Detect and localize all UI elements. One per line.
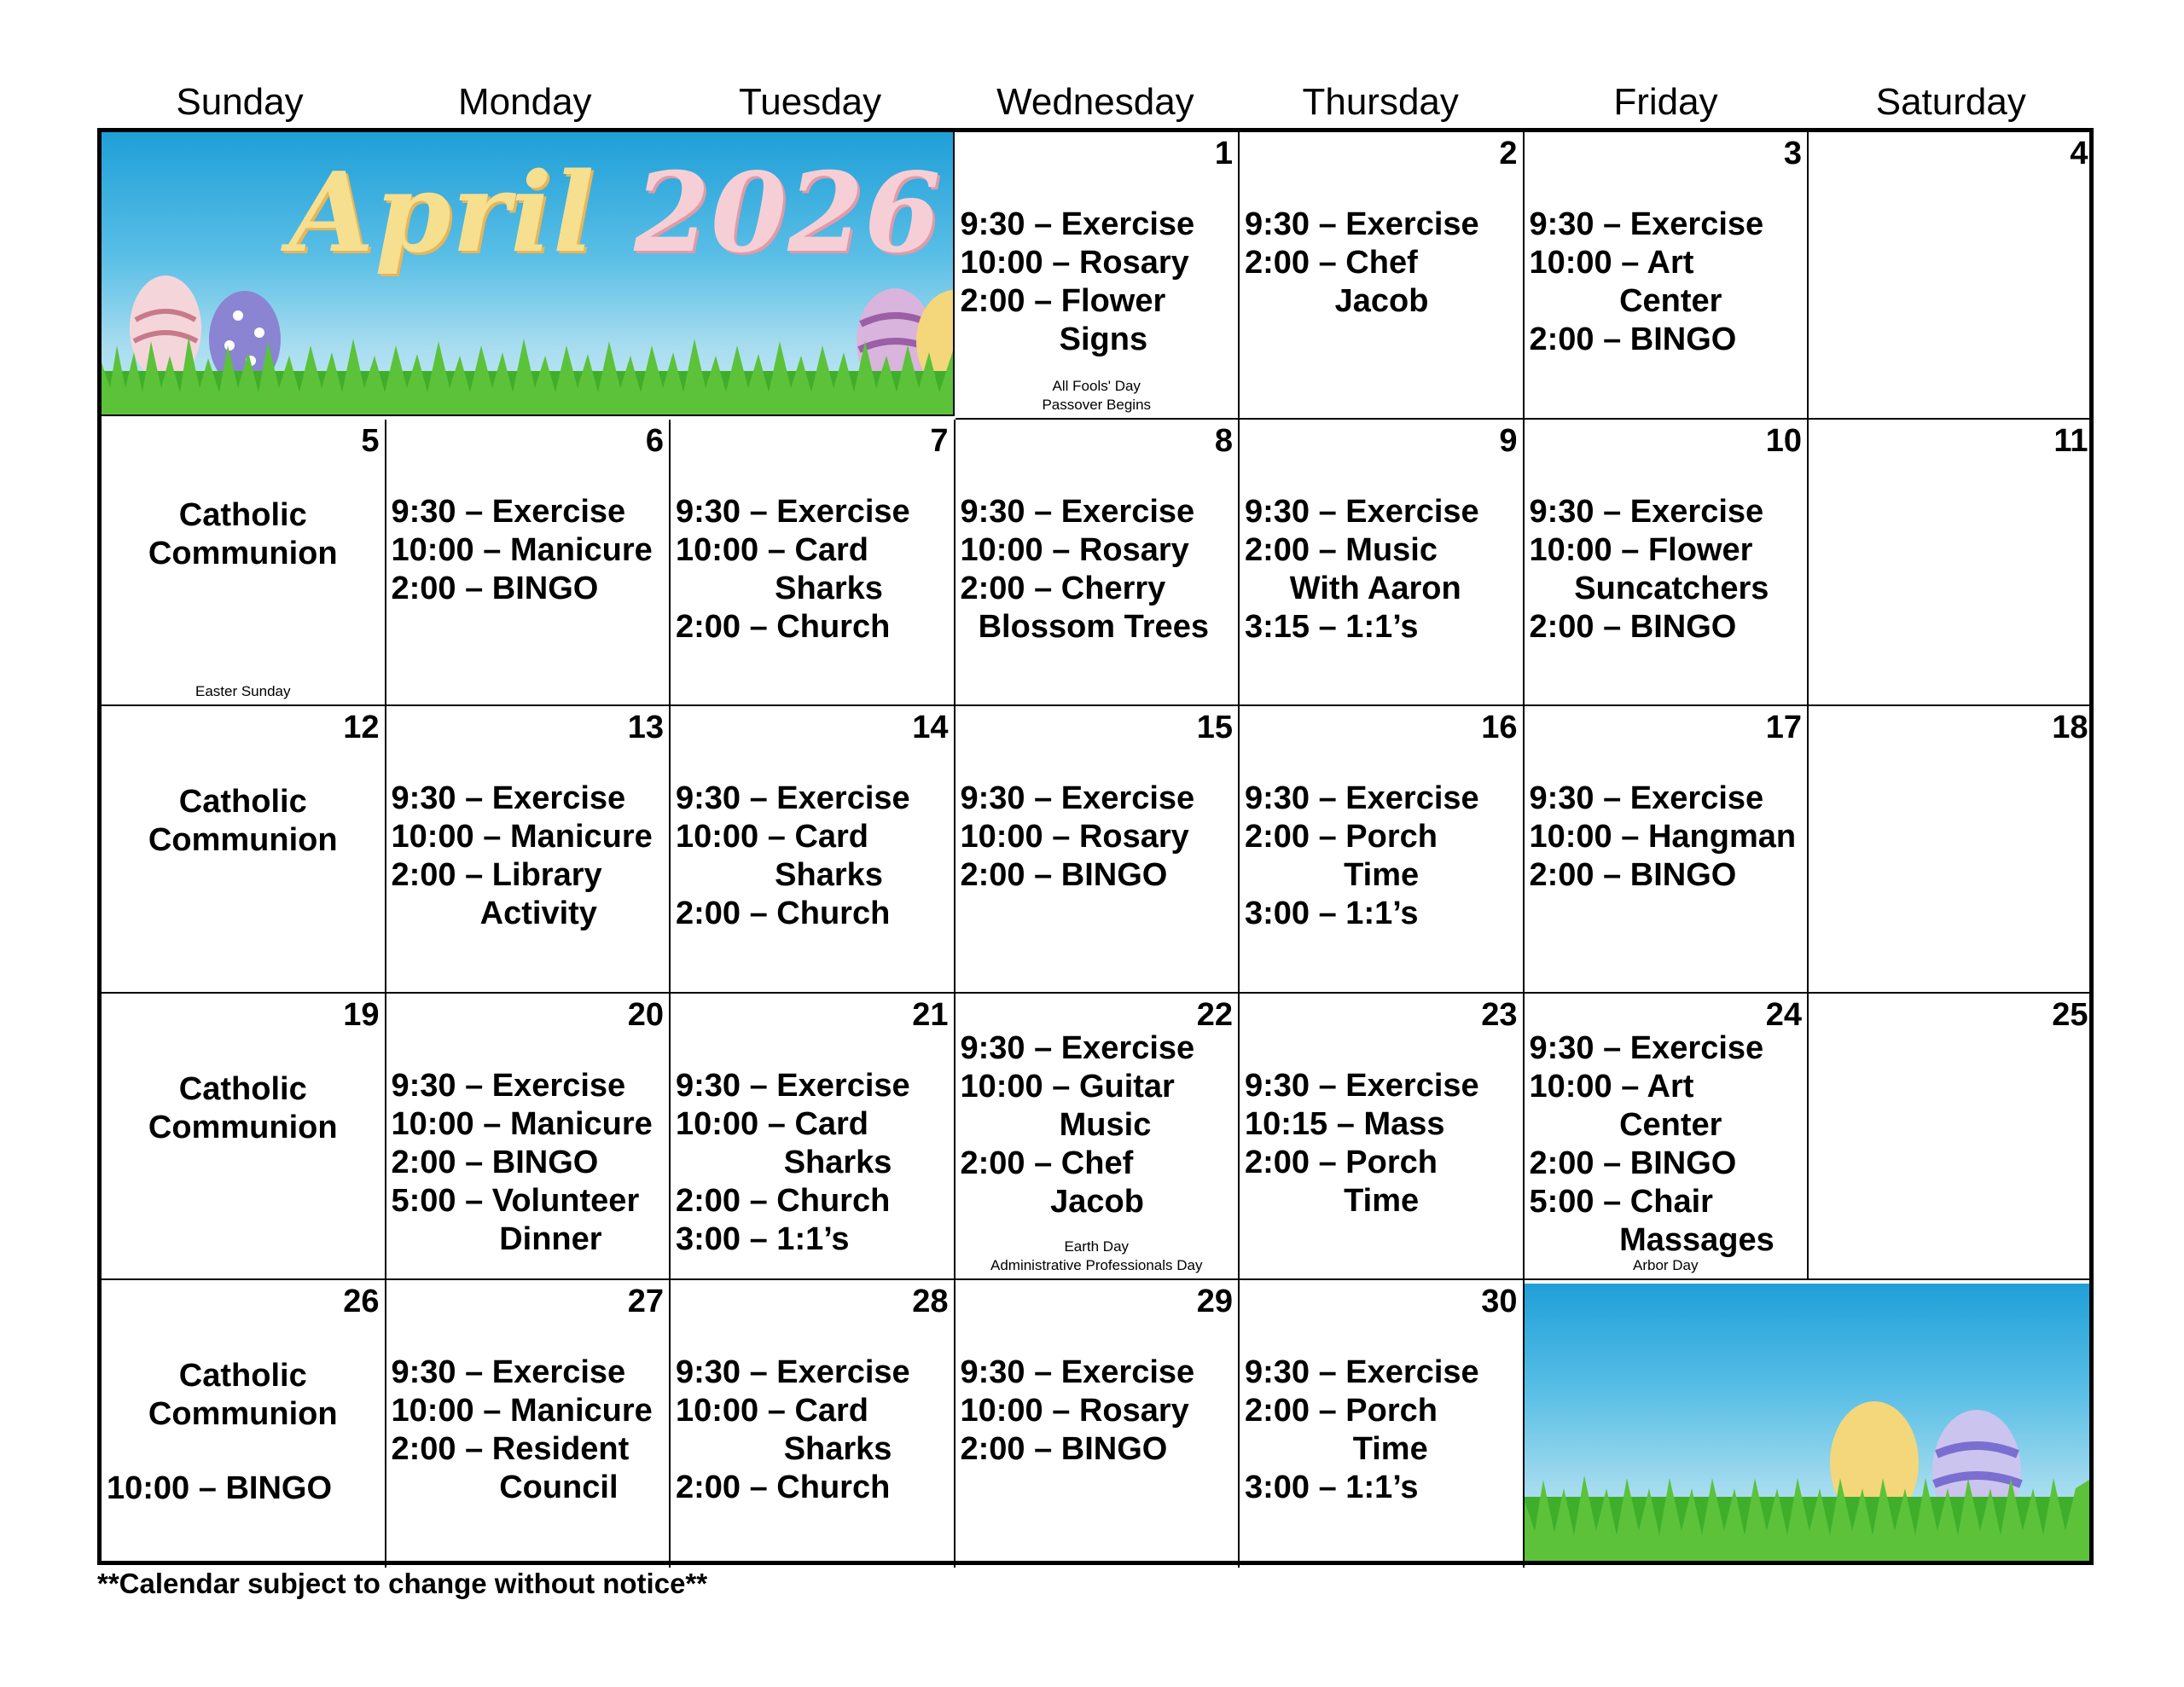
event-item: 9:30 – Exercise [391,1067,626,1104]
event-item: 9:30 – Exercise [1529,1029,1764,1066]
event-item: 9:30 – Exercise [676,780,910,816]
event-item: 2:00 – Flower [960,283,1166,319]
event-list [1245,1067,1523,1220]
event-item: Music [960,1106,1152,1143]
event-item: 5:00 – Volunteer [391,1182,640,1219]
holiday-note-line: Easter Sunday [195,683,291,699]
day-cell-6[interactable] [386,420,671,707]
event-list [392,493,670,608]
event-item: Suncatchers [1529,570,1769,606]
event-list [676,780,954,933]
day-cell-17[interactable] [1525,706,1809,994]
day-cell-30[interactable] [1240,1280,1525,1568]
day-number: 15 [1196,710,1233,745]
event-item: 10:00 – Rosary [960,245,1189,281]
event-item: 9:30 – Exercise [960,1029,1195,1066]
event-list [676,1067,954,1259]
day-cell-26[interactable] [102,1280,386,1568]
event-item: Signs [960,322,1148,357]
banner-title [289,149,941,277]
day-cell-10[interactable] [1525,420,1809,707]
day-number: 30 [1481,1284,1518,1319]
holiday-note [102,682,385,701]
holiday-note [956,1238,1239,1275]
weekday-header-tuesday: Tuesday [739,81,882,123]
event-item: 9:30 – Exercise [391,780,626,816]
day-cell-4[interactable] [1809,132,2094,420]
weekday-header-wednesday: Wednesday [996,81,1194,123]
event-item: 2:00 – Chef [960,1145,1134,1181]
communion-line: Communion [148,822,338,858]
event-list [1245,206,1523,321]
event-list [1245,780,1523,933]
event-item: 2:00 – Church [676,1470,891,1505]
event-list [1245,1354,1523,1507]
event-item: 10:00 – Card [676,1393,869,1429]
day-cell-28[interactable] [671,1280,956,1568]
event-item: Time [1245,1431,1428,1467]
event-item: Sharks [676,1144,892,1180]
day-cell-20[interactable] [386,994,671,1281]
day-cell-14[interactable] [671,706,956,994]
event-item: 2:00 – Chef [1245,245,1418,281]
event-list [392,1354,670,1507]
weekday-header-monday: Monday [458,81,592,123]
day-cell-23[interactable] [1240,994,1525,1281]
event-item: Time [1245,1182,1420,1219]
communion-line: Communion [148,1396,338,1432]
event-item: 10:00 – Manicure [391,1393,653,1429]
event-item: 10:00 – Manicure [391,819,653,855]
day-cell-7[interactable] [671,420,956,707]
event-list [961,206,1239,359]
event-list [961,493,1239,646]
event-item: Activity [391,896,597,931]
day-cell-27[interactable] [386,1280,671,1568]
event-item: 9:30 – Exercise [1245,780,1479,816]
communion-line: Catholic [178,1070,307,1107]
event-item: 3:15 – 1:1’s [1245,608,1419,645]
day-number: 29 [1196,1284,1233,1319]
day-number: 10 [1765,422,1802,459]
event-item: 10:00 – Hangman [1529,819,1797,855]
event-list [392,1067,670,1259]
event-item: 9:30 – Exercise [1245,206,1479,242]
catholic-communion-label [102,783,385,860]
event-item: 10:00 – Rosary [960,819,1189,855]
day-cell-29[interactable] [956,1280,1240,1568]
day-number: 26 [343,1284,380,1319]
event-item: 9:30 – Exercise [960,493,1195,530]
event-item: 9:30 – Exercise [1529,493,1764,530]
event-item: Sharks [676,857,883,893]
day-cell-21[interactable] [671,994,956,1281]
event-item: 9:30 – Exercise [1529,780,1764,816]
event-item: 9:30 – Exercise [676,1354,910,1390]
calendar-disclaimer: **Calendar subject to change without notice** [97,1568,708,1599]
event-item: 9:30 – Exercise [1245,1067,1479,1104]
banner-year: 2026 [634,149,942,277]
weekday-header-saturday: Saturday [1875,81,2026,123]
day-cell-16[interactable] [1240,706,1525,994]
event-item: With Aaron [1245,570,1461,606]
day-cell-9[interactable] [1240,420,1525,707]
event-item: Blossom Trees [960,608,1209,645]
holiday-note-line: Arbor Day [1632,1257,1699,1273]
day-cell-25[interactable] [1809,994,2094,1281]
day-number: 8 [1214,422,1233,459]
event-list [961,780,1239,895]
event-item: 9:30 – Exercise [960,780,1195,816]
day-number: 24 [1765,996,1802,1033]
day-number: 12 [343,710,380,745]
event-item: 5:00 – Chair [1529,1183,1713,1220]
day-cell-22[interactable] [956,994,1240,1281]
day-cell-13[interactable] [386,706,671,994]
event-item: 2:00 – BINGO [1529,1145,1737,1181]
event-list [1530,493,1808,646]
event-item: 10:00 – Manicure [391,531,653,568]
event-list [1530,206,1808,359]
day-number: 13 [627,710,664,745]
holiday-note [1525,1256,1808,1275]
event-item: 10:00 – Guitar [960,1068,1175,1104]
event-item: 10:00 – Flower [1529,531,1753,568]
event-item: 10:00 – Manicure [391,1105,653,1142]
event-item: Jacob [960,1183,1144,1220]
communion-line: Communion [148,1109,338,1145]
day-cell-24[interactable] [1525,994,1809,1281]
day-cell-5[interactable] [102,420,386,707]
day-number: 4 [2070,136,2088,171]
event-item: 9:30 – Exercise [960,1354,1195,1390]
day-number: 5 [361,422,380,459]
day-number: 6 [645,422,664,459]
catholic-communion-label [102,496,385,573]
event-item: 10:15 – Mass [1245,1105,1445,1142]
event-item: 2:00 – BINGO [1529,857,1737,893]
day-number: 11 [2053,422,2088,459]
event-item: 2:00 – BINGO [1529,322,1737,357]
day-number: 19 [343,996,380,1033]
event-item: Center [1529,1106,1722,1143]
event-item: 9:30 – Exercise [391,1354,626,1390]
day-cell-3[interactable] [1525,132,1809,420]
event-item: 2:00 – Church [676,1182,891,1219]
day-number: 9 [1499,422,1518,459]
communion-line: Catholic [178,1358,307,1394]
event-item: 2:00 – BINGO [960,1431,1168,1467]
day-number: 23 [1481,996,1518,1033]
easter-grass-banner-bottom [1525,1284,2089,1561]
event-list [392,780,670,933]
event-item: Center [1529,283,1722,319]
event-item: 10:00 – Rosary [960,531,1189,568]
event-item: Sharks [676,570,883,606]
holiday-note-line: Administrative Professionals Day [990,1257,1203,1273]
weekday-header-row [97,81,2094,128]
event-item: 10:00 – Card [676,531,869,568]
event-item: 2:00 – Resident [391,1431,630,1467]
day-cell-2[interactable] [1240,132,1525,420]
communion-line: Catholic [178,496,307,533]
event-item: 9:30 – Exercise [960,206,1195,242]
day-number: 2 [1499,136,1518,171]
day-number: 25 [2052,996,2088,1033]
event-item: 3:00 – 1:1’s [676,1220,850,1257]
day-cell-11[interactable] [1809,420,2094,707]
catholic-communion-label [102,1357,385,1434]
day-cell-8[interactable] [956,420,1240,707]
holiday-note-line: All Fools' Day [1052,377,1141,394]
event-item: 9:30 – Exercise [676,1067,910,1104]
event-item: 9:30 – Exercise [1245,493,1479,530]
event-item: Council [391,1470,619,1505]
event-item: Massages [1529,1221,1774,1258]
event-item: 2:00 – Porch [1245,1393,1438,1429]
event-list [961,1029,1239,1221]
event-item: 9:30 – Exercise [1529,206,1764,242]
calendar-grid [97,128,2094,1565]
event-item: Time [1245,857,1420,893]
event-list [1245,493,1523,646]
day-number: 7 [930,422,949,459]
event-item: 2:00 – Porch [1245,819,1438,855]
day-number: 17 [1765,710,1802,745]
holiday-note-line: Earth Day [1064,1238,1130,1255]
day-cell-15[interactable] [956,706,1240,994]
event-item: 9:30 – Exercise [676,493,910,530]
communion-line: Catholic [178,784,307,820]
event-item: 10:00 – Card [676,819,869,855]
day-number: 27 [627,1284,664,1319]
event-item: Jacob [1245,283,1429,319]
day-number: 20 [627,996,664,1033]
day-number: 3 [1783,136,1802,171]
event-item: 10:00 – Rosary [960,1393,1189,1429]
event-item: 3:00 – 1:1’s [1245,896,1419,931]
event-item: 2:00 – Porch [1245,1144,1438,1180]
catholic-communion-label [102,1070,385,1147]
event-item: 10:00 – Art [1529,1068,1694,1104]
day-number: 18 [2052,710,2088,745]
event-item: Sharks [676,1431,892,1467]
event-list [961,1354,1239,1469]
event-list [1530,780,1808,895]
weekday-header-sunday: Sunday [176,81,304,123]
holiday-note [956,377,1239,415]
event-item: 9:30 – Exercise [1245,1354,1479,1390]
event-item: 2:00 – Music [1245,531,1438,568]
day-number: 14 [912,710,949,745]
day-number: 1 [1214,136,1233,171]
day-cell-12[interactable] [102,706,386,994]
communion-line: Communion [148,535,338,571]
day-cell-1[interactable] [956,132,1240,420]
event-item: Dinner [391,1220,602,1257]
day-number: 28 [912,1284,949,1319]
event-list [676,1354,954,1507]
day-cell-19[interactable] [102,994,386,1281]
event-item: 2:00 – BINGO [391,1144,599,1180]
event-item: 10:00 – BINGO [107,1470,332,1506]
holiday-note-line: Passover Begins [1042,396,1152,413]
event-item: 10:00 – Art [1529,245,1694,281]
weekday-header-friday: Friday [1613,81,1718,123]
day-number: 16 [1481,710,1518,745]
event-item: 3:00 – 1:1’s [1245,1470,1419,1505]
banner-month: April [289,149,595,277]
event-item: 9:30 – Exercise [391,493,626,530]
event-item: 2:00 – Church [676,608,891,645]
event-list [1530,1029,1808,1260]
event-item: 2:00 – Cherry [960,570,1166,606]
event-item: 2:00 – BINGO [391,570,599,606]
event-list [676,493,954,646]
easter-grass-illustration-bottom [1525,1284,2089,1561]
day-number: 22 [1196,996,1233,1033]
day-number: 21 [912,996,949,1033]
event-item: 2:00 – Church [676,896,891,931]
event-item: 2:00 – Library [391,857,602,893]
weekday-header-thursday: Thursday [1302,81,1459,123]
event-item: 2:00 – BINGO [960,857,1168,893]
event-item: 2:00 – BINGO [1529,608,1737,645]
event-item: 10:00 – Card [676,1105,869,1142]
april-banner [102,132,955,416]
day-cell-18[interactable] [1809,706,2094,994]
